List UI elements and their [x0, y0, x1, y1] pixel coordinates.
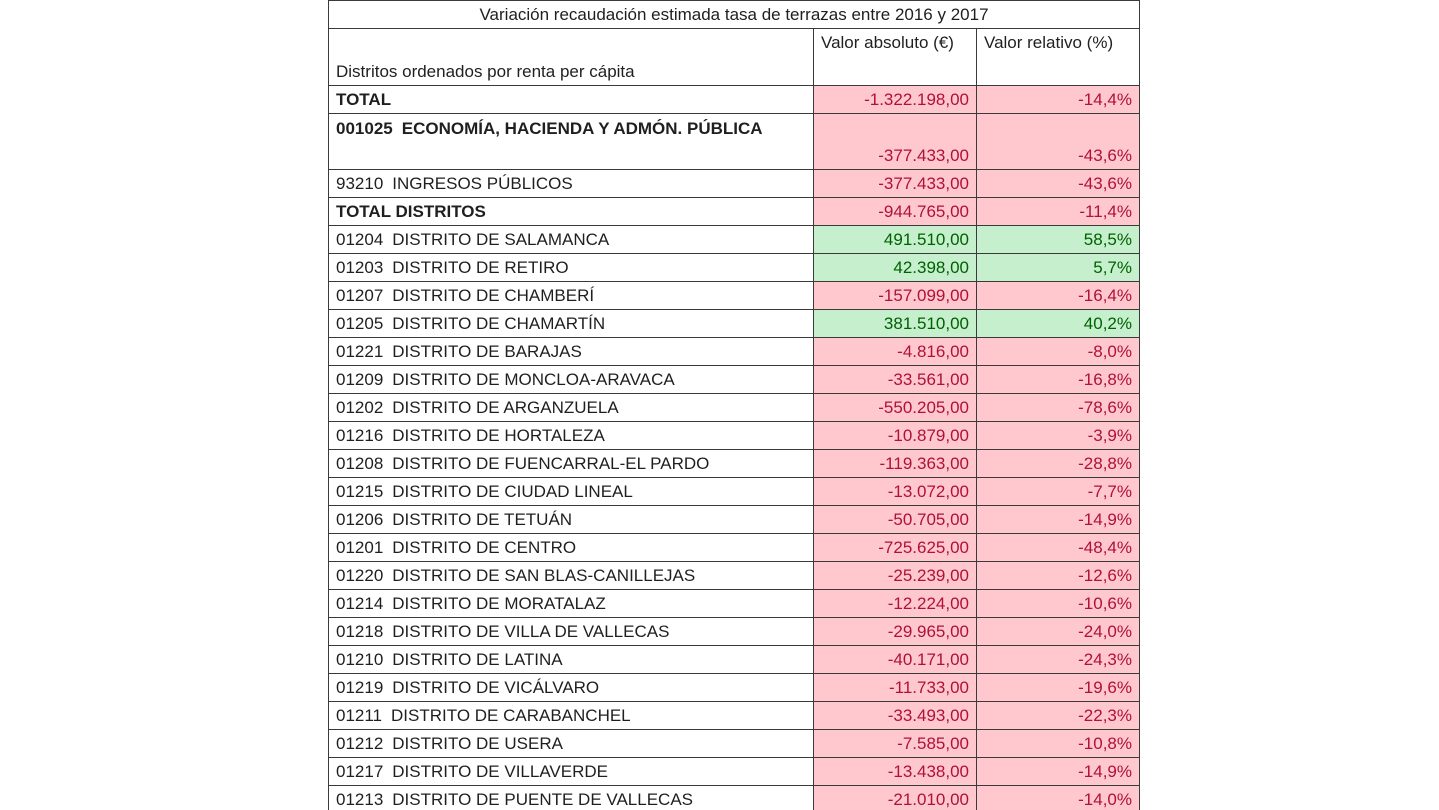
row-name: DISTRITO DE MONCLOA-ARAVACA	[392, 369, 675, 389]
row-label	[329, 702, 814, 730]
absolute-value-cell: -550.205,00	[814, 394, 977, 422]
absolute-value-cell: -33.561,00	[814, 366, 977, 394]
row-name: DISTRITO DE CHAMARTÍN	[392, 313, 606, 333]
row-code: 01217	[336, 761, 384, 781]
row-code: 01201	[336, 537, 384, 557]
table-row	[329, 786, 1140, 810]
table-row	[329, 562, 1140, 590]
row-label	[329, 114, 814, 170]
row-name: DISTRITO DE ARGANZUELA	[392, 397, 619, 417]
row-name: DISTRITO DE CIUDAD LINEAL	[392, 481, 633, 501]
table-row	[329, 254, 1140, 282]
relative-value-cell: -22,3%	[977, 702, 1140, 730]
absolute-value-cell: -21.010,00	[814, 786, 977, 810]
relative-value-cell: -43,6%	[977, 114, 1140, 170]
row-name: DISTRITO DE VILLA DE VALLECAS	[392, 621, 670, 641]
row-label	[329, 534, 814, 562]
absolute-value-cell: 381.510,00	[814, 310, 977, 338]
absolute-value-cell: -157.099,00	[814, 282, 977, 310]
row-name: DISTRITO DE VICÁLVARO	[392, 677, 600, 697]
header-row	[329, 29, 1140, 86]
row-name: DISTRITO DE HORTALEZA	[392, 425, 605, 445]
row-code: 001025	[336, 119, 393, 138]
row-name: DISTRITO DE MORATALAZ	[392, 593, 606, 613]
table-row	[329, 730, 1140, 758]
header-districts: Distritos ordenados por renta per cápita	[329, 29, 814, 86]
row-code: 01211	[336, 705, 383, 725]
row-label	[329, 86, 814, 114]
table-row	[329, 674, 1140, 702]
row-label	[329, 310, 814, 338]
relative-value-cell: -24,0%	[977, 618, 1140, 646]
relative-value-cell: -11,4%	[977, 198, 1140, 226]
table-row	[329, 702, 1140, 730]
row-code: 93210	[336, 173, 384, 193]
row-name: DISTRITO DE SAN BLAS-CANILLEJAS	[392, 565, 696, 585]
absolute-value-cell: -13.438,00	[814, 758, 977, 786]
table-row	[329, 198, 1140, 226]
absolute-value-cell: -725.625,00	[814, 534, 977, 562]
row-label	[329, 198, 814, 226]
absolute-value-cell: -4.816,00	[814, 338, 977, 366]
absolute-value-cell: -11.733,00	[814, 674, 977, 702]
relative-value-cell: -14,4%	[977, 86, 1140, 114]
relative-value-cell: -8,0%	[977, 338, 1140, 366]
row-name: DISTRITO DE USERA	[392, 733, 563, 753]
row-label	[329, 394, 814, 422]
absolute-value-cell: 42.398,00	[814, 254, 977, 282]
table-row	[329, 506, 1140, 534]
row-name: TOTAL DISTRITOS	[336, 201, 486, 221]
relative-value-cell: -78,6%	[977, 394, 1140, 422]
absolute-value-cell: -50.705,00	[814, 506, 977, 534]
row-name: DISTRITO DE CHAMBERÍ	[392, 285, 595, 305]
table-row	[329, 394, 1140, 422]
table-row	[329, 590, 1140, 618]
row-name: INGRESOS PÚBLICOS	[392, 173, 573, 193]
row-code: 01206	[336, 509, 384, 529]
relative-value-cell: -48,4%	[977, 534, 1140, 562]
row-code: 01209	[336, 369, 384, 389]
absolute-value-cell: -119.363,00	[814, 450, 977, 478]
relative-value-cell: 58,5%	[977, 226, 1140, 254]
table-row	[329, 310, 1140, 338]
table-row	[329, 618, 1140, 646]
row-label	[329, 226, 814, 254]
table-row	[329, 170, 1140, 198]
row-name: ECONOMÍA, HACIENDA Y ADMÓN. PÚBLICA	[401, 119, 763, 138]
table-row	[329, 226, 1140, 254]
title-row	[329, 1, 1140, 29]
row-name: DISTRITO DE RETIRO	[392, 257, 569, 277]
relative-value-cell: -3,9%	[977, 422, 1140, 450]
absolute-value-cell: -1.322.198,00	[814, 86, 977, 114]
row-label	[329, 450, 814, 478]
row-label	[329, 646, 814, 674]
row-code: 01213	[336, 789, 384, 809]
relative-value-cell: -28,8%	[977, 450, 1140, 478]
absolute-value-cell: -944.765,00	[814, 198, 977, 226]
table-row	[329, 422, 1140, 450]
row-label	[329, 506, 814, 534]
table-title: Variación recaudación estimada tasa de terrazas entre 2016 y 2017	[329, 1, 1140, 29]
table-row	[329, 534, 1140, 562]
absolute-value-cell: -29.965,00	[814, 618, 977, 646]
row-label	[329, 730, 814, 758]
row-label	[329, 282, 814, 310]
row-label	[329, 562, 814, 590]
row-code: 01221	[336, 341, 384, 361]
row-label	[329, 758, 814, 786]
data-table	[328, 0, 1140, 810]
absolute-value-cell: -40.171,00	[814, 646, 977, 674]
table-row	[329, 282, 1140, 310]
row-name: DISTRITO DE TETUÁN	[392, 509, 573, 529]
row-code: 01214	[336, 593, 384, 613]
row-code: 01203	[336, 257, 384, 277]
absolute-value-cell: -13.072,00	[814, 478, 977, 506]
relative-value-cell: -12,6%	[977, 562, 1140, 590]
relative-value-cell: -10,6%	[977, 590, 1140, 618]
row-code: 01208	[336, 453, 384, 473]
row-label	[329, 254, 814, 282]
relative-value-cell: -14,9%	[977, 758, 1140, 786]
table-row	[329, 758, 1140, 786]
row-name: DISTRITO DE CARABANCHEL	[391, 705, 631, 725]
row-label	[329, 674, 814, 702]
relative-value-cell: -10,8%	[977, 730, 1140, 758]
table-row	[329, 478, 1140, 506]
row-label	[329, 366, 814, 394]
row-code: 01205	[336, 313, 384, 333]
relative-value-cell: -24,3%	[977, 646, 1140, 674]
row-code: 01216	[336, 425, 384, 445]
absolute-value-cell: -33.493,00	[814, 702, 977, 730]
relative-value-cell: -14,0%	[977, 786, 1140, 810]
row-code: 01202	[336, 397, 384, 417]
absolute-value-cell: 491.510,00	[814, 226, 977, 254]
row-code: 01212	[336, 733, 384, 753]
absolute-value-cell: -12.224,00	[814, 590, 977, 618]
relative-value-cell: -16,8%	[977, 366, 1140, 394]
absolute-value-cell: -377.433,00	[814, 170, 977, 198]
absolute-value-cell: -10.879,00	[814, 422, 977, 450]
row-code: 01218	[336, 621, 384, 641]
row-name: TOTAL	[336, 89, 392, 109]
relative-value-cell: 5,7%	[977, 254, 1140, 282]
row-code: 01219	[336, 677, 384, 697]
table-row	[329, 450, 1140, 478]
row-name: DISTRITO DE BARAJAS	[392, 341, 582, 361]
row-label	[329, 786, 814, 810]
row-code: 01207	[336, 285, 384, 305]
row-label	[329, 338, 814, 366]
table-row	[329, 86, 1140, 114]
row-name: DISTRITO DE SALAMANCA	[392, 229, 610, 249]
row-name: DISTRITO DE CENTRO	[392, 537, 577, 557]
table-row	[329, 646, 1140, 674]
row-label	[329, 618, 814, 646]
relative-value-cell: -14,9%	[977, 506, 1140, 534]
row-name: DISTRITO DE FUENCARRAL-EL PARDO	[392, 453, 710, 473]
relative-value-cell: -19,6%	[977, 674, 1140, 702]
relative-value-cell: -7,7%	[977, 478, 1140, 506]
row-label	[329, 590, 814, 618]
table-row	[329, 366, 1140, 394]
absolute-value-cell: -377.433,00	[814, 114, 977, 170]
row-code: 01204	[336, 229, 384, 249]
row-label	[329, 170, 814, 198]
row-code: 01210	[336, 649, 384, 669]
header-relative-value: Valor relativo (%)	[977, 29, 1140, 86]
table-row	[329, 114, 1140, 170]
row-label	[329, 478, 814, 506]
row-code: 01220	[336, 565, 384, 585]
row-label	[329, 422, 814, 450]
table-row	[329, 338, 1140, 366]
absolute-value-cell: -7.585,00	[814, 730, 977, 758]
relative-value-cell: -16,4%	[977, 282, 1140, 310]
row-name: DISTRITO DE VILLAVERDE	[392, 761, 608, 781]
absolute-value-cell: -25.239,00	[814, 562, 977, 590]
header-absolute-value: Valor absoluto (€)	[814, 29, 977, 86]
row-name: DISTRITO DE PUENTE DE VALLECAS	[392, 789, 694, 809]
relative-value-cell: -43,6%	[977, 170, 1140, 198]
row-name: DISTRITO DE LATINA	[392, 649, 563, 669]
row-code: 01215	[336, 481, 384, 501]
relative-value-cell: 40,2%	[977, 310, 1140, 338]
